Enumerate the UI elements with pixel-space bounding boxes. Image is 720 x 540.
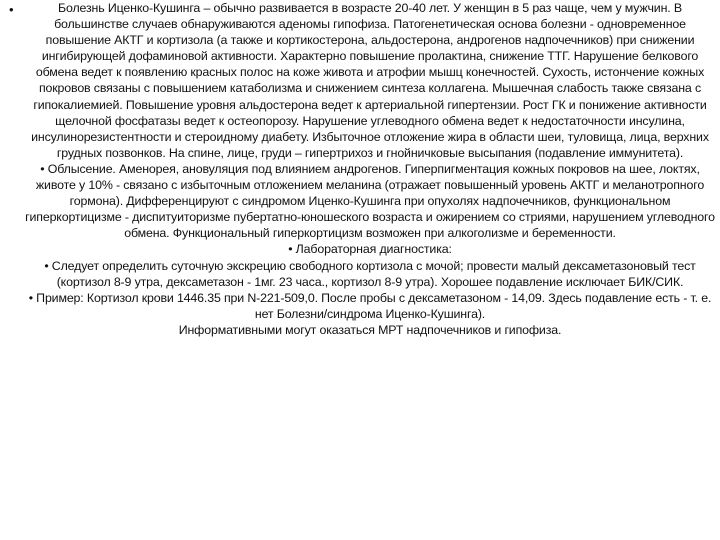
slide-text-body <box>24 0 716 338</box>
paragraph-symptoms-differential: • Облысение. Аменорея, ановуляция под влиянием андрогенов. Гиперпигментация кожных покровов на шее, локтях, животе у 10% - связано с избыточным отложением меланина (отражает повышенный уровень АКТГ и меланотропного гормона). Дифференцируют с синдромом Иценко-Кушинга при опухолях надпочечников, функциональном гиперкортицизме - диспитуиторизме пубертатно-юношеского возраста и ожирением со стриями, нарушением углеводного обмена. Функциональный гиперкортицизм возможен при алкоголизме и беременности. <box>25 161 715 241</box>
paragraph-mri-note: Информативными могут оказаться МРТ надпочечников и гипофиза. <box>178 322 562 337</box>
bullet-marker: • <box>9 2 14 17</box>
paragraph-lab-diagnostics-heading: • Лабораторная диагностика: <box>288 242 452 257</box>
paragraph-dexamethasone-test: • Следует определить суточную экскрецию свободного кортизола с мочой; провести малый дексаметазоновый тест (кортизол 8-9 утра, дексаметазон - 1мг. 23 часа., кортизол 8-9 утра). Хорошее подавление исключает БИК/СИК. <box>44 258 696 289</box>
paragraph-disease-overview: Болезнь Иценко-Кушинга – обычно развивается в возрасте 20-40 лет. У женщин в 5 раз чаще, чем у мужчин. В большинстве случаев обнаруживаются аденомы гипофиза. Патогенетическая основа болезни - одновременное повышение АКТГ и кортизола (а также и кортикостерона, альдостерона, андрогенов надпочечников) при снижении ингибирующей дофаминовой активности. Характерно повышение пролактина, снижение ТТГ. Нарушение белкового обмена ведет к появлению красных полос на коже живота и атрофии мышц конечностей. Сухость, истончение кожных покровов связаны с повышением катаболизма и снижением синтеза коллагена. Мышечная слабость также связана с гипокалиемией. Повышение уровня альдостерона ведет к артериальной гипертензии. Рост ГК и понижение активности щелочной фосфатазы ведет к остеопорозу. Нарушение углеводного обмена ведет к недостаточности инсулина, инсулинорезистентности и стероидному диабету. Избыточное отложение жира в области шеи, туловища, лица, верхних грудных позвонков. На спине, лице, груди – гипертрихоз и гнойничковые высыпания (подавление иммунитета). <box>31 1 709 160</box>
paragraph-example: • Пример: Кортизол крови 1446.35 при N-221-509,0. После пробы с дексаметазоном - 14,09. Здесь подавление есть - т. е. нет Болезни/синдрома Иценко-Кушинга). <box>28 290 712 321</box>
